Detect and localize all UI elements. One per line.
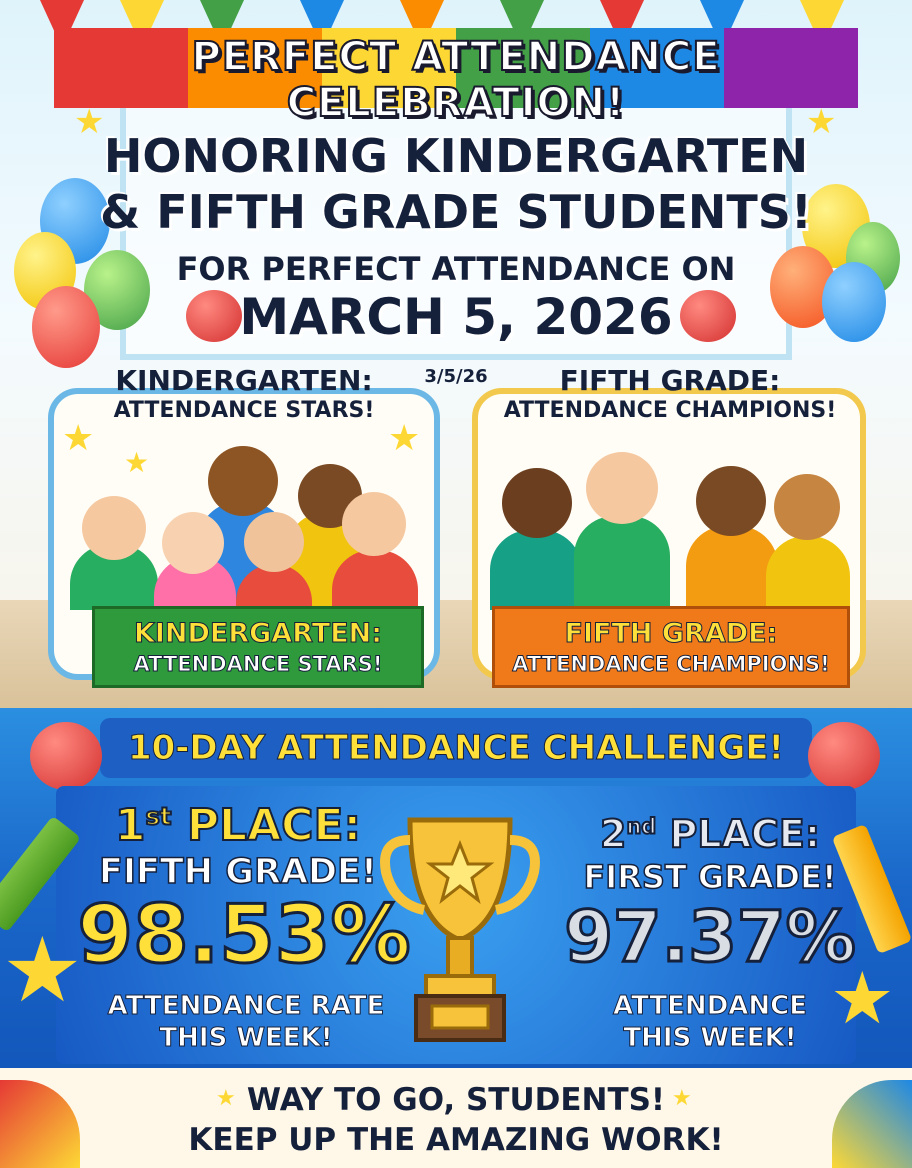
kindergarten-ribbon-line-1: KINDERGARTEN:	[133, 618, 383, 649]
balloon-icon	[822, 262, 886, 342]
first-place-caption-line-2: THIS WEEK!	[159, 1023, 333, 1053]
kid-face	[162, 512, 224, 574]
fifth-grade-title-line-1: FIFTH GRADE:	[559, 364, 781, 397]
first-place-word: PLACE:	[186, 800, 362, 851]
kid-face	[586, 452, 658, 524]
kid-body	[766, 536, 850, 610]
kindergarten-ribbon-line-2: ATTENDANCE STARS!	[133, 652, 383, 676]
headline-line-1: HONORING KINDERGARTEN	[103, 129, 809, 183]
balloon-icon	[32, 286, 100, 368]
second-place-caption-line-1: ATTENDANCE	[613, 991, 807, 1021]
second-place-caption-line-2: THIS WEEK!	[623, 1023, 797, 1053]
star-icon: ★	[672, 1086, 692, 1111]
first-place-caption	[96, 990, 396, 1054]
challenge-title: 10-DAY ATTENDANCE CHALLENGE!	[127, 728, 785, 768]
first-place-suffix: st	[145, 802, 172, 831]
kid-face	[342, 492, 406, 556]
kid-face	[696, 466, 766, 536]
kid-body	[332, 550, 418, 610]
fifth-grade-ribbon-line-2: ATTENDANCE CHAMPIONS!	[512, 652, 830, 676]
second-place-title	[560, 812, 860, 856]
second-place-caption	[580, 990, 840, 1054]
star-icon: ★	[124, 446, 150, 479]
second-place-percent: 97.37%	[564, 896, 856, 978]
apple-icon	[30, 722, 102, 790]
second-place-grade: FIRST GRADE!	[583, 858, 837, 896]
star-icon: ★	[62, 418, 95, 459]
kid-face	[82, 496, 146, 560]
footer-message	[120, 1080, 792, 1160]
second-place-suffix: nd	[626, 814, 657, 839]
fifth-grade-ribbon-line-1: FIFTH GRADE:	[564, 618, 778, 649]
headline-line-2: & FIFTH GRADE STUDENTS!	[100, 185, 812, 239]
trophy-icon	[380, 800, 540, 1050]
kindergarten-title-line-2: ATTENDANCE STARS!	[113, 398, 375, 423]
kid-body	[574, 516, 670, 610]
first-place-percent: 98.53%	[77, 888, 411, 981]
star-icon: ★	[806, 102, 837, 142]
first-place-caption-line-1: ATTENDANCE RATE	[107, 991, 385, 1021]
second-place-number: 2	[599, 812, 627, 856]
kindergarten-title-line-1: KINDERGARTEN:	[115, 364, 373, 397]
fifth-grade-kids-illustration	[490, 446, 850, 610]
kid-face	[502, 468, 572, 538]
kid-body	[490, 530, 582, 610]
kindergarten-card-title	[84, 366, 404, 426]
second-place-word: PLACE:	[669, 812, 821, 856]
star-icon: ★	[388, 418, 421, 459]
celebration-date: MARCH 5, 2026	[239, 288, 673, 346]
subheading: FOR PERFECT ATTENDANCE ON	[176, 250, 736, 288]
star-icon: ★	[830, 956, 895, 1040]
apple-icon	[808, 722, 880, 790]
kindergarten-kids-illustration	[70, 440, 420, 610]
short-date: 3/5/26	[424, 366, 488, 387]
kid-face	[208, 446, 278, 516]
fifth-grade-title-line-2: ATTENDANCE CHAMPIONS!	[503, 398, 837, 423]
fifth-grade-card-title	[488, 366, 852, 426]
kindergarten-ribbon	[92, 606, 424, 688]
kid-face	[244, 512, 304, 572]
star-icon: ★	[216, 1086, 236, 1111]
fifth-grade-ribbon	[492, 606, 850, 688]
banner-title: PERFECT ATTENDANCE CELEBRATION!	[191, 34, 721, 126]
star-icon: ★	[74, 102, 105, 142]
first-place-title	[88, 800, 388, 851]
kid-face	[774, 474, 840, 540]
first-place-number: 1	[114, 800, 146, 851]
footer-line-1: WAY TO GO, STUDENTS!	[246, 1082, 666, 1118]
kid-body	[686, 526, 778, 610]
star-icon: ★	[2, 918, 83, 1023]
footer-line-2: KEEP UP THE AMAZING WORK!	[188, 1122, 724, 1158]
first-place-grade: FIFTH GRADE!	[99, 852, 377, 892]
headline	[60, 128, 852, 240]
